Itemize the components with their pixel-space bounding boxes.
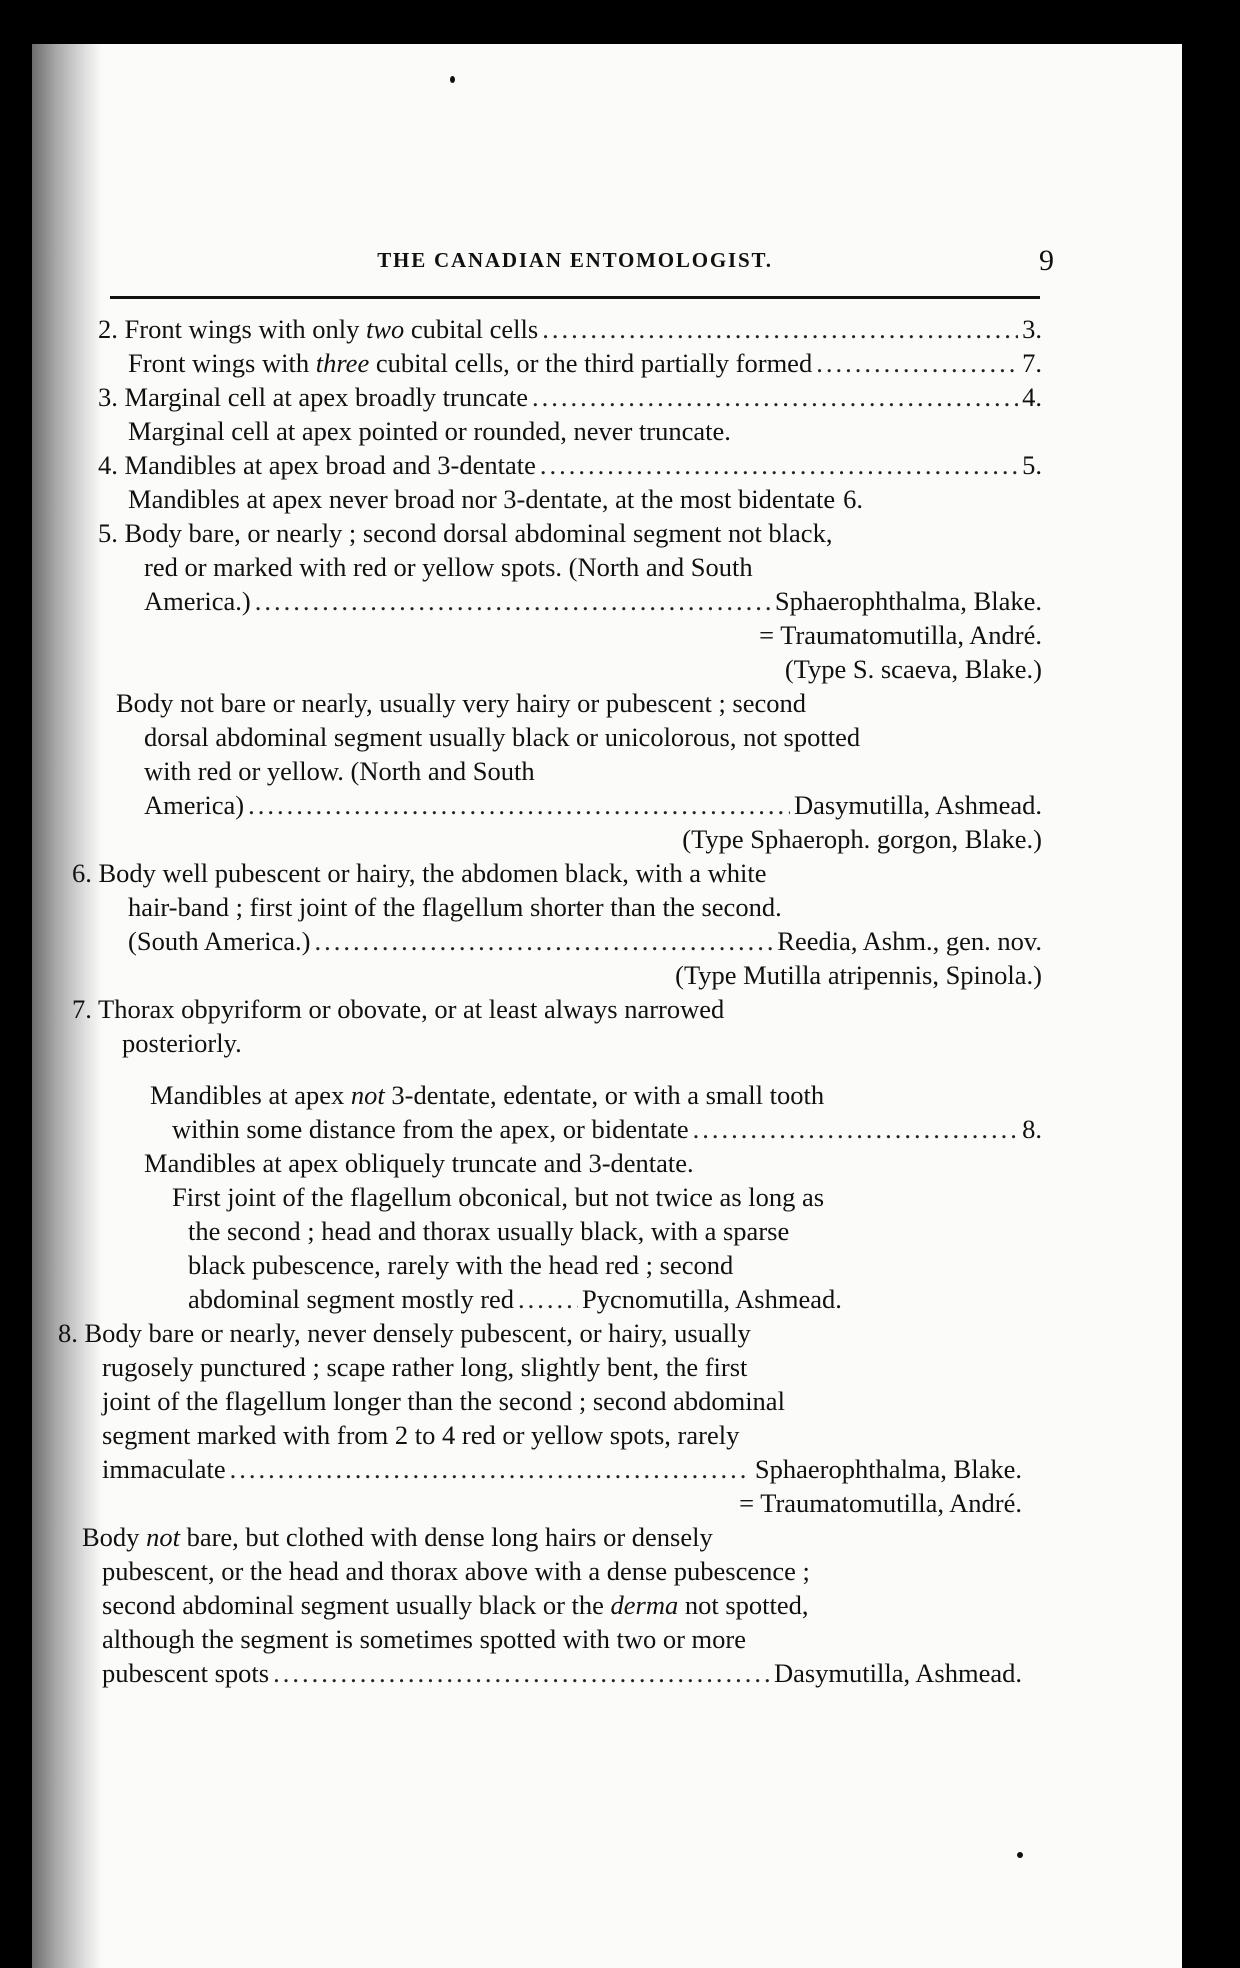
- dot-leader: [248, 788, 790, 822]
- key-line-7b-4: abdominal segment mostly red ..... Pycnomutilla, Ashmead.: [188, 1282, 1042, 1316]
- dot-leader: [230, 1452, 751, 1486]
- key-reference: 3.: [1022, 314, 1042, 344]
- key-line-7b: Mandibles at apex obliquely truncate and 3-dentate.: [144, 1148, 694, 1178]
- key-line-7b-1: First joint of the flagellum obconical, but not twice as long as: [172, 1182, 825, 1212]
- key-line-8b-1: Body not bare, but clothed with dense long hairs or densely: [82, 1522, 713, 1552]
- key-line-8a-1: 8. Body bare or nearly, never densely pubescent, or hairy, usually: [58, 1318, 751, 1348]
- ink-speck: [1017, 1852, 1023, 1858]
- dot-leader: [816, 346, 1018, 380]
- couplet-number: 3.: [98, 382, 118, 412]
- key-line-5b-4: America) ..... Dasymutilla, Ashmead.: [144, 788, 1042, 822]
- key-line-7b-3: black pubescence, rarely with the head red ; second: [188, 1250, 734, 1280]
- dot-leader: [532, 380, 1018, 414]
- key-reference: 8.: [1022, 1114, 1042, 1144]
- dot-leader: [518, 1282, 578, 1316]
- type-species-line: (Type Sphaeroph. gorgon, Blake.): [682, 824, 1042, 854]
- key-line-5b-3: with red or yellow. (North and South: [144, 756, 535, 786]
- genus-name: Reedia, Ashm., gen. nov.: [777, 926, 1042, 956]
- dot-leader: [255, 584, 771, 618]
- dot-leader: [540, 448, 1018, 482]
- key-reference: 6.: [843, 484, 864, 514]
- key-line-4b: Mandibles at apex never broad nor 3-dentate, at the most bidentate 6.: [128, 484, 864, 514]
- key-line-7a-1: Mandibles at apex not 3-dentate, edentate, or with a small tooth: [150, 1080, 825, 1110]
- key-line-6-3: (South America.) ..... Reedia, Ashm., gen. nov.: [128, 924, 1042, 958]
- key-line-8b-4: although the segment is sometimes spotted with two or more: [102, 1624, 747, 1654]
- key-line-2a: 2. Front wings with only two cubital cells ..... 3.: [98, 312, 1042, 346]
- key-line-8b-2: pubescent, or the head and thorax above with a dense pubescence ;: [102, 1556, 810, 1586]
- genus-name: Sphaerophthalma, Blake.: [754, 1454, 1022, 1484]
- key-line-2b: Front wings with three cubital cells, or the third partially formed ..... 7.: [128, 346, 1042, 380]
- key-line-5a-1: 5. Body bare, or nearly ; second dorsal abdominal segment not black,: [98, 518, 833, 548]
- book-page: [32, 44, 1182, 1968]
- key-line-8a-5: immaculate ..... Sphaerophthalma, Blake.: [102, 1452, 1022, 1486]
- key-line-8a-4: segment marked with from 2 to 4 red or yellow spots, rarely: [102, 1420, 740, 1450]
- key-reference: 7.: [1022, 348, 1042, 378]
- synonym-line: = Traumatomutilla, André.: [739, 1488, 1022, 1518]
- key-line-7-2: posteriorly.: [122, 1028, 242, 1058]
- key-line-5a-3: America.) ..... Sphaerophthalma, Blake.: [144, 584, 1042, 618]
- key-line-3a: 3. Marginal cell at apex broadly truncate ..... 4.: [98, 380, 1042, 414]
- running-title: THE CANADIAN ENTOMOLOGIST.: [377, 248, 773, 272]
- genus-name: Dasymutilla, Ashmead.: [773, 1658, 1022, 1688]
- dot-leader: [273, 1656, 770, 1690]
- emphasis: derma: [610, 1590, 679, 1620]
- emphasis: two: [365, 314, 405, 344]
- key-line-8b-3: second abdominal segment usually black or the derma not spotted,: [102, 1590, 809, 1620]
- ink-speck: [450, 76, 455, 83]
- key-line-6-2: hair-band ; first joint of the flagellum shorter than the second.: [128, 892, 782, 922]
- key-line-4a: 4. Mandibles at apex broad and 3-dentate ..... 5.: [98, 448, 1042, 482]
- key-line-5a-2: red or marked with red or yellow spots. (North and South: [144, 552, 753, 582]
- couplet-number: 8.: [58, 1318, 78, 1348]
- dot-leader: [693, 1112, 1019, 1146]
- synonym-line: = Traumatomutilla, André.: [759, 620, 1042, 650]
- key-reference: 5.: [1022, 450, 1042, 480]
- key-line-8b-5: pubescent spots ..... Dasymutilla, Ashmead.: [102, 1656, 1022, 1690]
- couplet-number: 5.: [98, 518, 118, 548]
- couplet-number: 6.: [72, 858, 92, 888]
- key-line-3b: Marginal cell at apex pointed or rounded, never truncate.: [128, 416, 731, 446]
- genus-name: Dasymutilla, Ashmead.: [793, 790, 1042, 820]
- dot-leader: [542, 312, 1018, 346]
- key-line-5b-2: dorsal abdominal segment usually black or unicolorous, not spotted: [144, 722, 861, 752]
- couplet-number: 7.: [72, 994, 92, 1024]
- genus-name: Pycnomutilla, Ashmead.: [582, 1284, 842, 1314]
- key-line-6-1: 6. Body well pubescent or hairy, the abdomen black, with a white: [72, 858, 767, 888]
- key-line-7a-2: within some distance from the apex, or bidentate ..... 8.: [172, 1112, 1042, 1146]
- dot-leader: [315, 924, 774, 958]
- genus-name: Sphaerophthalma, Blake.: [774, 586, 1042, 616]
- couplet-number: 4.: [98, 450, 118, 480]
- emphasis: three: [315, 348, 370, 378]
- key-line-7-1: 7. Thorax obpyriform or obovate, or at least always narrowed: [72, 994, 725, 1024]
- page-number: 9: [1039, 244, 1054, 277]
- key-line-8a-3: joint of the flagellum longer than the second ; second abdominal: [102, 1386, 785, 1416]
- key-line-8a-2: rugosely punctured ; scape rather long, slightly bent, the first: [102, 1352, 748, 1382]
- emphasis: not: [350, 1080, 385, 1110]
- type-species-line: (Type S. scaeva, Blake.): [784, 654, 1042, 684]
- couplet-number: 2.: [98, 314, 118, 344]
- key-line-5b-1: Body not bare or nearly, usually very hairy or pubescent ; second: [116, 688, 807, 718]
- key-line-7b-2: the second ; head and thorax usually black, with a sparse: [188, 1216, 790, 1246]
- emphasis: not: [146, 1522, 180, 1552]
- page-header: [110, 244, 1054, 299]
- key-reference: 4.: [1022, 382, 1042, 412]
- type-species-line: (Type Mutilla atripennis, Spinola.): [675, 960, 1042, 990]
